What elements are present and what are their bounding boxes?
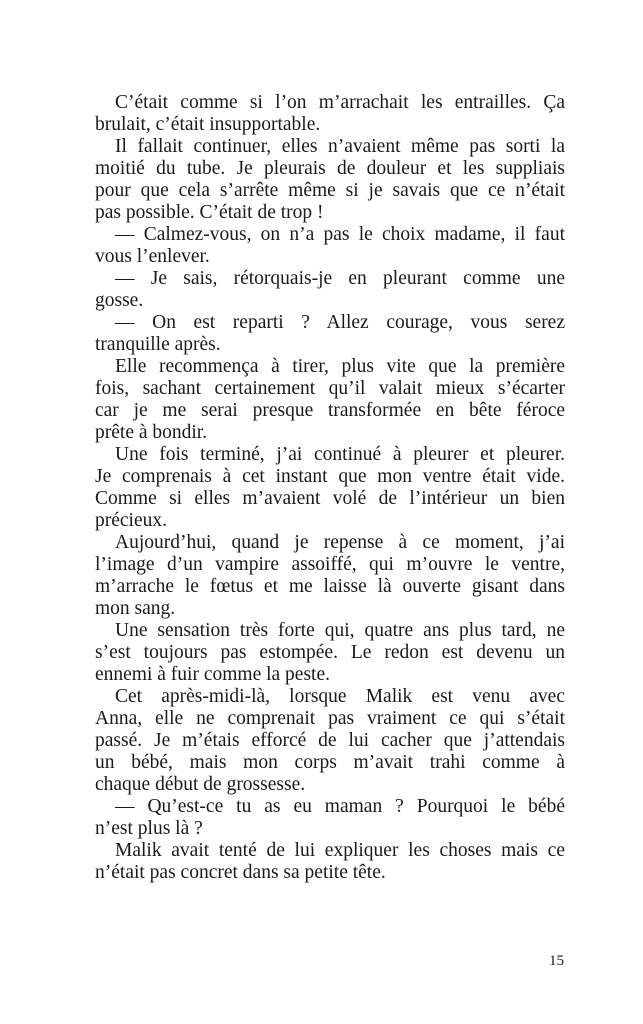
paragraph — [95, 444, 565, 532]
text-line: moitié du tube. Je pleurais de douleur et les suppliais — [95, 158, 565, 179]
paragraph — [95, 796, 565, 840]
text-line: précieux. — [95, 510, 168, 531]
paragraph — [95, 686, 565, 796]
text-line: Il fallait continuer, elles n’avaient même pas sorti la — [115, 136, 565, 157]
paragraph — [95, 224, 565, 268]
text-line: n’est plus là ? — [95, 818, 203, 839]
text-line: l’image d’un vampire assoiffé, qui m’ouvre le ventre, — [95, 554, 565, 575]
text-line: — On est reparti ? Allez courage, vous serez — [115, 312, 565, 333]
text-line: Comme si elles m’avaient volé de l’intérieur un bien — [95, 488, 565, 509]
text-line: n’était pas concret dans sa petite tête. — [95, 862, 386, 883]
text-line: vous l’enlever. — [95, 246, 210, 267]
body-text — [95, 92, 565, 884]
text-line: pour que cela s’arrête même si je savais que ce n’était — [95, 180, 565, 201]
text-line: fois, sachant certainement qu’il valait mieux s’écarter — [95, 378, 565, 399]
text-line: Elle recommença à tirer, plus vite que la première — [115, 356, 565, 377]
text-line: Je comprenais à cet instant que mon ventre était vide. — [95, 466, 565, 487]
text-line: mon sang. — [95, 598, 176, 619]
text-line: Anna, elle ne comprenait pas vraiment ce qui s’était — [95, 708, 565, 729]
text-line: gosse. — [95, 290, 144, 311]
text-line: chaque début de grossesse. — [95, 774, 306, 795]
text-line: Une sensation très forte qui, quatre ans plus tard, ne — [115, 620, 565, 641]
text-line: Une fois terminé, j’ai continué à pleurer et pleurer. — [115, 444, 565, 465]
paragraph — [95, 92, 565, 136]
text-line: un bébé, mais mon corps m’avait trahi comme à — [95, 752, 565, 773]
paragraph — [95, 312, 565, 356]
paragraph — [95, 532, 565, 620]
text-line: m’arrache le fœtus et me laisse là ouverte gisant dans — [95, 576, 565, 597]
text-line: Cet après-midi-là, lorsque Malik est venu avec — [115, 686, 565, 707]
text-line: s’est toujours pas estompée. Le redon est devenu un — [95, 642, 565, 663]
text-line: pas possible. C’était de trop ! — [95, 202, 324, 223]
paragraph — [95, 620, 565, 686]
paragraph — [95, 136, 565, 224]
text-line: passé. Je m’étais efforcé de lui cacher que j’attendais — [95, 730, 565, 751]
paragraph — [95, 356, 565, 444]
text-line: ennemi à fuir comme la peste. — [95, 664, 330, 685]
text-line: — Qu’est-ce tu as eu maman ? Pourquoi le bébé — [115, 796, 565, 817]
text-line: C’était comme si l’on m’arrachait les entrailles. Ça — [115, 92, 565, 113]
paragraph — [95, 268, 565, 312]
text-line: car je me serai presque transformée en bête féroce — [95, 400, 565, 421]
page-number: 15 — [549, 953, 564, 969]
text-line: brulait, c’était insupportable. — [95, 114, 321, 135]
paragraph — [95, 840, 565, 884]
text-line: Aujourd’hui, quand je repense à ce moment, j’ai — [115, 532, 565, 553]
text-line: — Calmez-vous, on n’a pas le choix madame, il faut — [115, 224, 565, 245]
text-line: Malik avait tenté de lui expliquer les choses mais ce — [115, 840, 565, 861]
text-line: — Je sais, rétorquais-je en pleurant comme une — [115, 268, 565, 289]
text-line: prête à bondir. — [95, 422, 208, 443]
text-line: tranquille après. — [95, 334, 221, 355]
